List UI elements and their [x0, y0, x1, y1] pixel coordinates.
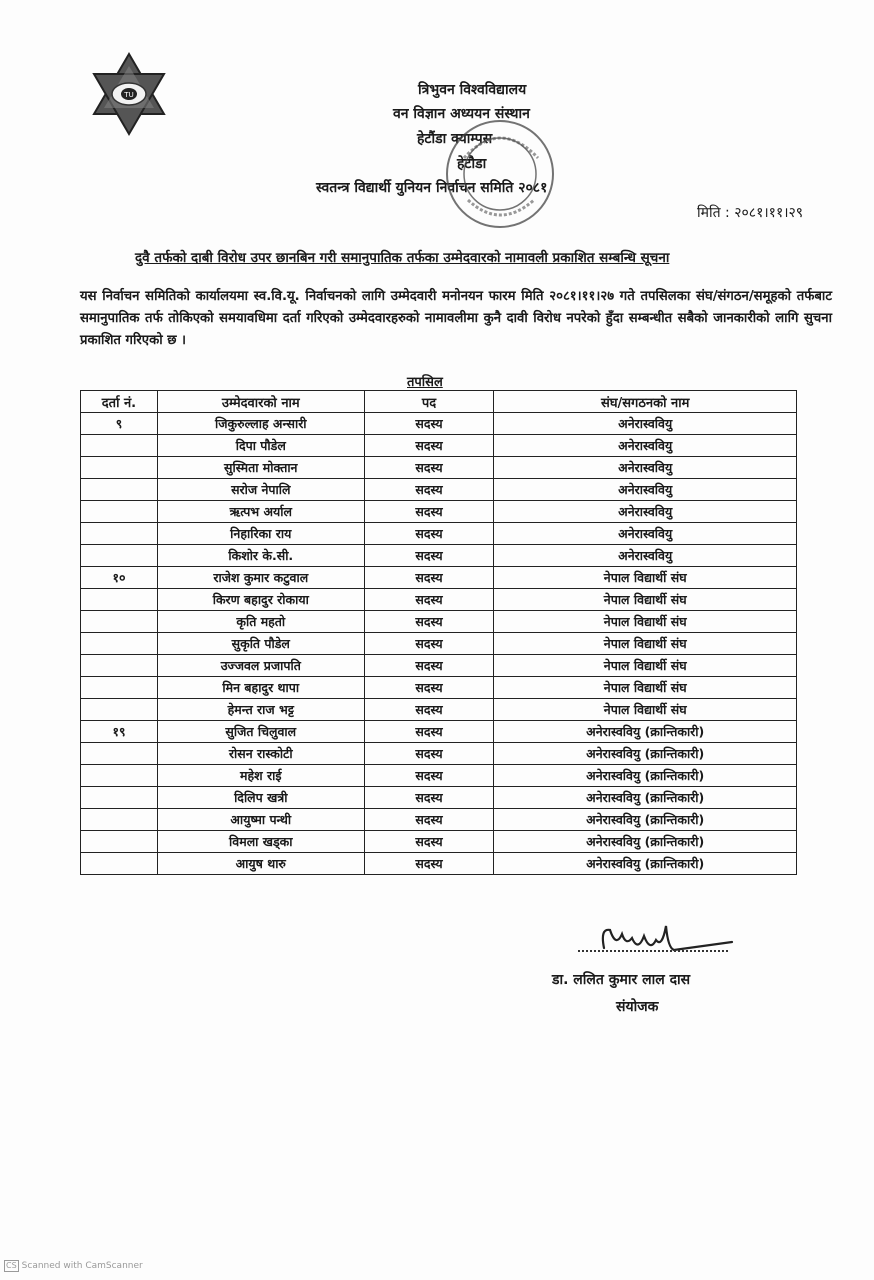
candidate-name-cell: रोसन रास्कोटी — [157, 743, 364, 765]
notice-date — [697, 203, 803, 222]
candidate-name-cell: मिन बहादुर थापा — [157, 677, 364, 699]
organization-cell: अनेरास्ववियु (क्रान्तिकारी) — [494, 743, 797, 765]
header-candidate-name: उम्मेदवारको नाम — [157, 391, 364, 413]
reg-no-cell — [81, 479, 158, 501]
svg-text:TU: TU — [124, 91, 134, 99]
organization-cell: नेपाल विद्यार्थी संघ — [494, 655, 797, 677]
table-caption: तपसिल — [407, 375, 443, 390]
candidate-name-cell: विमला खड्का — [157, 831, 364, 853]
table-row — [81, 809, 797, 831]
post-cell: सदस्य — [364, 567, 494, 589]
organization-cell: अनेरास्ववियु (क्रान्तिकारी) — [494, 809, 797, 831]
organization-cell: नेपाल विद्यार्थी संघ — [494, 589, 797, 611]
organization-cell: अनेरास्ववियु — [494, 479, 797, 501]
reg-no-cell: १० — [81, 567, 158, 589]
table-row — [81, 457, 797, 479]
organization-cell: नेपाल विद्यार्थी संघ — [494, 633, 797, 655]
scanner-watermark — [4, 1260, 143, 1272]
organization-cell: नेपाल विद्यार्थी संघ — [494, 567, 797, 589]
reg-no-cell — [81, 589, 158, 611]
candidate-name-cell: सुजित चिलुवाल — [157, 721, 364, 743]
header-reg-no: दर्ता नं. — [81, 391, 158, 413]
reg-no-cell — [81, 633, 158, 655]
post-cell: सदस्य — [364, 655, 494, 677]
candidate-name-cell: आयुष थारु — [157, 853, 364, 875]
candidate-name-cell: सरोज नेपालि — [157, 479, 364, 501]
date-value: २०८१।११।२९ — [734, 205, 804, 221]
organization-cell: अनेरास्ववियु (क्रान्तिकारी) — [494, 831, 797, 853]
post-cell: सदस्य — [364, 721, 494, 743]
table-row — [81, 655, 797, 677]
table-row — [81, 699, 797, 721]
post-cell: सदस्य — [364, 501, 494, 523]
organization-cell: नेपाल विद्यार्थी संघ — [494, 611, 797, 633]
table-row — [81, 413, 797, 435]
date-label: मिति : — [697, 205, 730, 221]
table-row — [81, 523, 797, 545]
table-row — [81, 589, 797, 611]
table-row — [81, 853, 797, 875]
organization-cell: अनेरास्ववियु — [494, 523, 797, 545]
institute-name: वन विज्ञान अध्ययन संस्थान — [393, 106, 530, 122]
post-cell: सदस्य — [364, 545, 494, 567]
candidate-name-cell: राजेश कुमार कटुवाल — [157, 567, 364, 589]
candidate-name-cell: किरण बहादुर रोकाया — [157, 589, 364, 611]
post-cell: सदस्य — [364, 677, 494, 699]
post-cell: सदस्य — [364, 699, 494, 721]
candidate-table — [80, 390, 797, 875]
table-row — [81, 633, 797, 655]
reg-no-cell — [81, 611, 158, 633]
post-cell: सदस्य — [364, 831, 494, 853]
post-cell: सदस्य — [364, 413, 494, 435]
candidate-name-cell: हेमन्त राज भट्ट — [157, 699, 364, 721]
candidate-name-cell: दिलिप खत्री — [157, 787, 364, 809]
post-cell: सदस्य — [364, 457, 494, 479]
organization-cell: अनेरास्ववियु — [494, 413, 797, 435]
post-cell: सदस्य — [364, 633, 494, 655]
post-cell: सदस्य — [364, 853, 494, 875]
post-cell: सदस्य — [364, 743, 494, 765]
table-row — [81, 721, 797, 743]
table-row — [81, 677, 797, 699]
table-row — [81, 787, 797, 809]
reg-no-cell — [81, 699, 158, 721]
reg-no-cell: ९ — [81, 413, 158, 435]
post-cell: सदस्य — [364, 809, 494, 831]
round-office-stamp-icon — [444, 118, 556, 230]
reg-no-cell — [81, 743, 158, 765]
reg-no-cell: १९ — [81, 721, 158, 743]
reg-no-cell — [81, 787, 158, 809]
organization-cell: अनेरास्ववियु (क्रान्तिकारी) — [494, 721, 797, 743]
table-row — [81, 501, 797, 523]
post-cell: सदस्य — [364, 765, 494, 787]
camscanner-icon: CS — [6, 1261, 17, 1270]
table-row — [81, 611, 797, 633]
organization-cell: अनेरास्ववियु — [494, 501, 797, 523]
candidate-name-cell: जिकुरुल्लाह अन्सारी — [157, 413, 364, 435]
table-header-row — [81, 391, 797, 413]
post-cell: सदस्य — [364, 589, 494, 611]
post-cell: सदस्य — [364, 435, 494, 457]
reg-no-cell — [81, 435, 158, 457]
campus-name: हेटौंडा क्याम्पस — [417, 131, 493, 147]
handwritten-signature-icon — [596, 918, 736, 964]
reg-no-cell — [81, 677, 158, 699]
post-cell: सदस्य — [364, 787, 494, 809]
table-row — [81, 567, 797, 589]
tu-star-logo-icon — [90, 52, 168, 136]
candidate-name-cell: आयुष्मा पन्थी — [157, 809, 364, 831]
table-row — [81, 743, 797, 765]
candidate-name-cell: दिपा पौडेल — [157, 435, 364, 457]
organization-cell: अनेरास्ववियु — [494, 545, 797, 567]
organization-cell: नेपाल विद्यार्थी संघ — [494, 699, 797, 721]
watermark-text: Scanned with CamScanner — [21, 1261, 143, 1271]
header-post: पद — [364, 391, 494, 413]
reg-no-cell — [81, 501, 158, 523]
organization-cell: अनेरास्ववियु (क्रान्तिकारी) — [494, 765, 797, 787]
post-cell: सदस्य — [364, 523, 494, 545]
table-row — [81, 765, 797, 787]
table-row — [81, 545, 797, 567]
organization-cell: अनेरास्ववियु (क्रान्तिकारी) — [494, 853, 797, 875]
header-organization: संघ/सगठनको नाम — [494, 391, 797, 413]
reg-no-cell — [81, 831, 158, 853]
candidate-name-cell: कृति महतो — [157, 611, 364, 633]
post-cell: सदस्य — [364, 479, 494, 501]
organization-cell: अनेरास्ववियु — [494, 457, 797, 479]
table-row — [81, 831, 797, 853]
city-name: हेटौडा — [457, 156, 487, 172]
reg-no-cell — [81, 523, 158, 545]
notice-subject: दुवै तर्फको दाबी विरोध उपर छानबिन गरी समानुपातिक तर्फका उम्मेदवारको नामावली प्रकाशित सम्बन्धि सूचना — [135, 250, 670, 266]
university-name: त्रिभुवन विश्वविद्यालय — [418, 82, 527, 98]
reg-no-cell — [81, 809, 158, 831]
candidate-name-cell: महेश राई — [157, 765, 364, 787]
post-cell: सदस्य — [364, 611, 494, 633]
candidate-name-cell: सुस्मिता मोक्तान — [157, 457, 364, 479]
table-row — [81, 479, 797, 501]
candidate-name-cell: सुकृति पौडेल — [157, 633, 364, 655]
candidate-name-cell: ऋत्पभ अर्याल — [157, 501, 364, 523]
table-row — [81, 435, 797, 457]
reg-no-cell — [81, 545, 158, 567]
candidate-name-cell: निहारिका राय — [157, 523, 364, 545]
reg-no-cell — [81, 765, 158, 787]
notice-body: यस निर्वाचन समितिको कार्यालयमा स्व.वि.यू. निर्वाचनको लागि उम्मेदवारी मनोनयन फारम मिति २०८१।११।२७ गते तपसिलका संघ/संगठन/समूहको तर्फबाट समानुपातिक तर्फ तोकिएको समयावधिमा दर्ता गरिएको उम्मेदवारहरुको नामावलीमा कुनै दावी विरोध नपरेको हुँदा सम्बन्धीत सबैको जानकारीको लागि सुचना प्रकाशित गरिएको छ । — [80, 289, 832, 348]
committee-name: स्वतन्त्र विद्यार्थी युनियन निर्वाचन समिति २०८१ — [316, 180, 548, 196]
reg-no-cell — [81, 853, 158, 875]
candidate-name-cell: उज्जवल प्रजापति — [157, 655, 364, 677]
signer-name: डा. ललित कुमार लाल दास — [552, 972, 691, 988]
reg-no-cell — [81, 457, 158, 479]
organization-cell: अनेरास्ववियु (क्रान्तिकारी) — [494, 787, 797, 809]
signer-title: संयोजक — [616, 999, 659, 1015]
organization-cell: अनेरास्ववियु — [494, 435, 797, 457]
candidate-name-cell: किशोर के.सी. — [157, 545, 364, 567]
organization-cell: नेपाल विद्यार्थी संघ — [494, 677, 797, 699]
reg-no-cell — [81, 655, 158, 677]
signature-line — [578, 950, 728, 952]
